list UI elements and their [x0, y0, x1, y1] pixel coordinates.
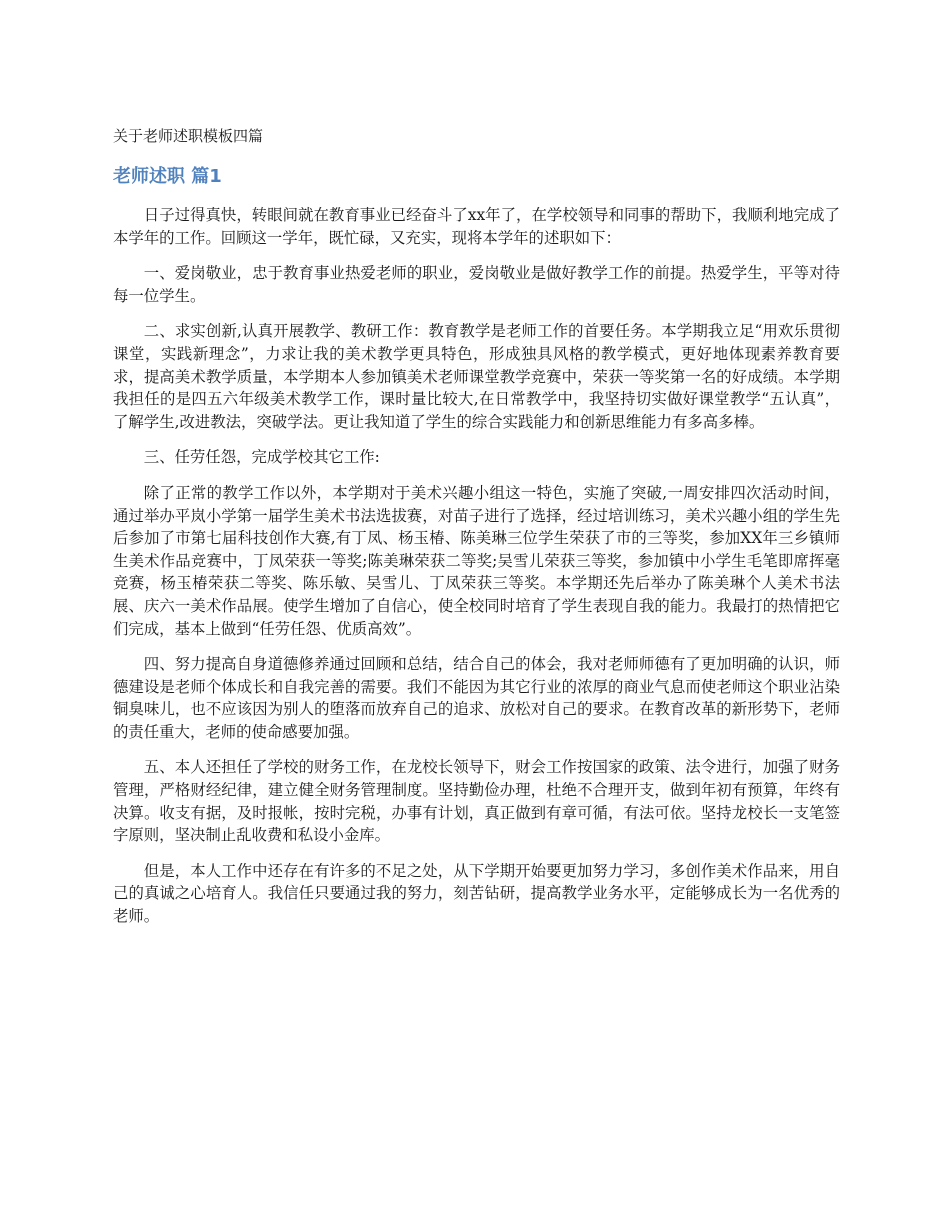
document-body [113, 204, 840, 941]
paragraph-art-group: 除了正常的教学工作以外，本学期对于美术兴趣小组这一特色，实施了突破,一周安排四次活动时间，通过举办平岚小学第一届学生美术书法选拔赛，对苗子进行了选择，经过培训练习，美术兴趣小组的学生先后参加了市第七届科技创作大赛,有丁凤、杨玉椿、陈美琳三位学生荣获了市的三等奖，参加XX年三乡镇师生美术作品竞赛中，丁凤荣获一等奖;陈美琳荣获二等奖;吴雪儿荣获三等奖，参加镇中小学生毛笔即席挥毫竞赛，杨玉椿荣获二等奖、陈乐敏、吴雪儿、丁凤荣获三等奖。本学期还先后举办了陈美琳个人美术书法展、庆六一美术作品展。使学生增加了自信心，使全校同时培育了学生表现自我的能力。我最打的热情把它们完成，基本上做到“任劳任怨、优质高效”。 [113, 483, 840, 638]
paragraph-intro: 日子过得真快，转眼间就在教育事业已经奋斗了xx年了，在学校领导和同事的帮助下，我顺利地完成了本学年的工作。回顾这一学年，既忙碌，又充实，现将本学年的述职如下： [113, 206, 840, 247]
paragraph-conclusion: 但是，本人工作中还存在有许多的不足之处，从下学期开始要更加努力学习，多创作美术作品来，用自己的真诚之心培育人。我信任只要通过我的努力，刻苦钻研，提高教学业务水平，定能够成长为一名优秀的老师。 [113, 861, 840, 926]
paragraph-finance: 五、本人还担任了学校的财务工作，在龙校长领导下，财会工作按国家的政策、法令进行，加强了财务管理，严格财经纪律，建立健全财务管理制度。坚持勤俭办理，杜绝不合理开支，做到年初有预算，年终有决算。收支有据，及时报帐，按时完税，办事有计划，真正做到有章可循，有法可依。坚持龙校长一支笔签字原则，坚决制止乱收费和私设小金库。 [113, 758, 840, 845]
paragraph-dedication: 一、爱岗敬业，忠于教育事业热爱老师的职业，爱岗敬业是做好教学工作的前提。热爱学生，平等对待每一位学生。 [113, 264, 840, 305]
paragraph-teaching: 二、求实创新,认真开展教学、教研工作：教育教学是老师工作的首要任务。本学期我立足“用欢乐贯彻课堂，实践新理念”，力求让我的美术教学更具特色，形成独具风格的教学模式，更好地体现素养教育要求，提高美术教学质量，本学期本人参加镇美术老师课堂教学竞赛中，荣获一等奖第一名的好成绩。本学期我担任的是四五六年级美术教学工作，课时量比较大,在日常教学中，我坚持切实做好课堂教学“五认真”，了解学生,改进教法，突破学法。更让我知道了学生的综合实践能力和创新思维能力有多高多棒。 [113, 322, 840, 431]
paragraph-ethics: 四、努力提高自身道德修养通过回顾和总结，结合自己的体会，我对老师师德有了更加明确的认识，师德建设是老师个体成长和自我完善的需要。我们不能因为其它行业的浓厚的商业气息而使老师这个职业沾染铜臭味儿，也不应该因为别人的堕落而放弃自己的追求、放松对自己的要求。在教育改革的新形势下，老师的责任重大，老师的使命感要加强。 [113, 655, 840, 741]
paragraph-other-work-heading: 三、任劳任怨，完成学校其它工作: [143, 448, 380, 467]
section-heading: 老师述职 篇1 [113, 166, 222, 187]
document-title: 关于老师述职模板四篇 [113, 127, 264, 145]
